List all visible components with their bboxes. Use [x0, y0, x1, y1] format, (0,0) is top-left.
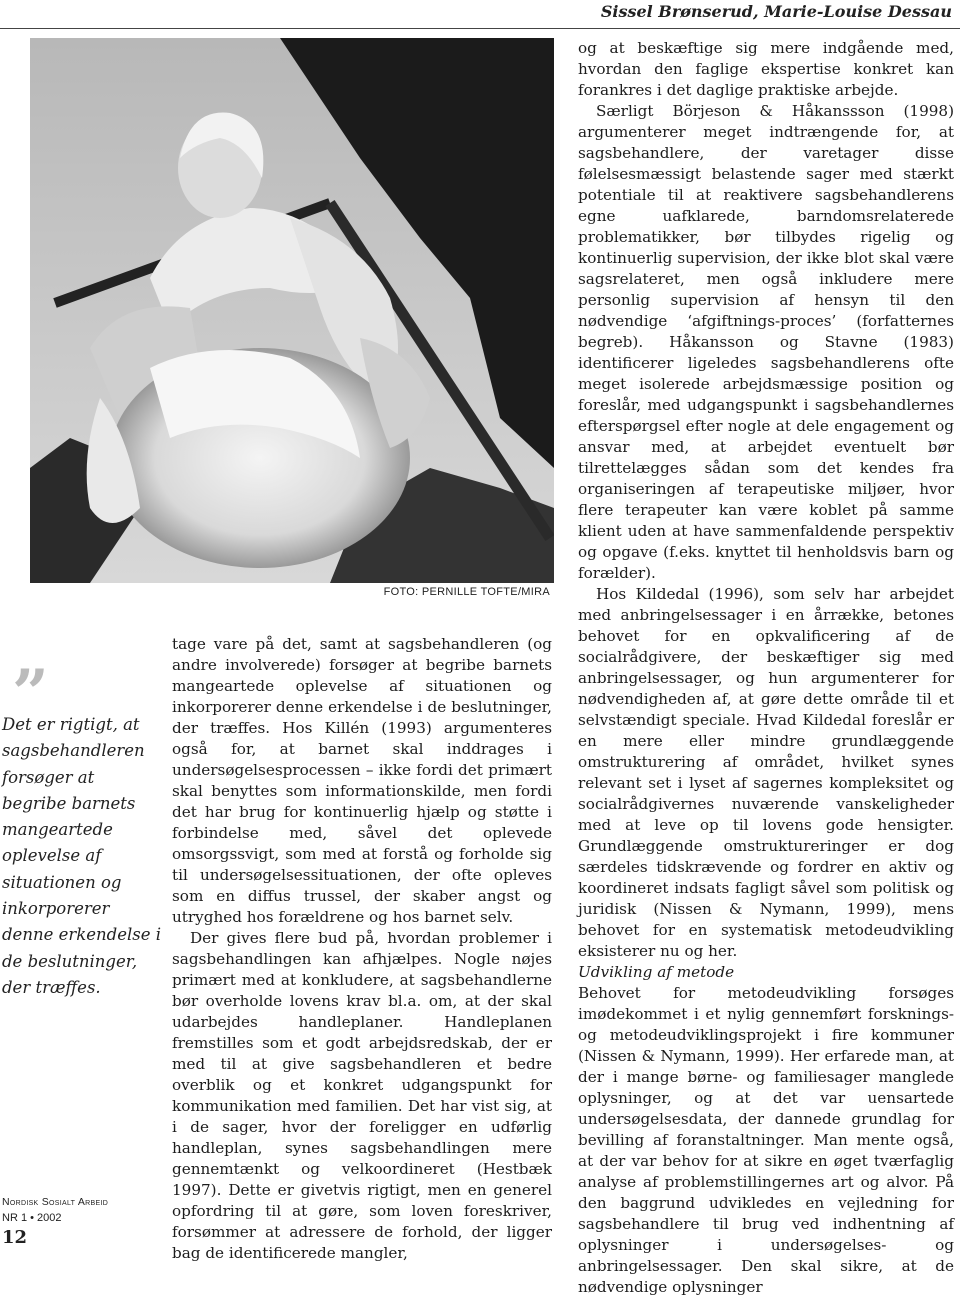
photo-credit: FOTO: PERNILLE TOFTE/MIRA: [383, 586, 550, 598]
header-rule: [0, 28, 960, 29]
journal-name: Nordisk Sosialt Arbeid: [2, 1196, 109, 1208]
page-number: 12: [2, 1227, 28, 1248]
photo-children-on-bar: [30, 38, 554, 583]
running-header-authors: Sissel Brønserud, Marie-Louise Dessau: [600, 2, 952, 21]
body-paragraph: Hos Kildedal (1996), som selv har arbejdet med anbringelsessager i en årrække, betones behovet for en opkvalificering af de socialrådgivere, der beskæftiger sig med anbringelsessager, og hun argumenterer for nødvendigheden af, at gøre dette område til et selvstændigt speciale. Hvad Kildedal foreslår er en mere eller mindre grundlæggende omstrukturering af området, hvilket synes relevant set i lyset af sagernes kompleksitet og socialrådgivernes nuværende vanskeligheder med at leve op til lovens gode hensigter. Grundlæggende omstruktureringer er dog særdeles tidskrævende og fordrer en aktiv og koordineret indsats fagligt såvel som politisk og juridisk (Nissen & Nymann, 1999), mens behovet for en systematisk metodeudvikling eksisterer nu og her.: [578, 585, 954, 960]
body-paragraph: Der gives flere bud på, hvordan problemer i sagsbehandlingen kan afhjælpes. Nogle nøjes primært med at konkludere, at sagsbehandlerne bør overholde lovens krav bl.a. om, at der skal udarbejdes handleplaner. Handleplanen fremstilles som et godt arbejdsredskab, der er med til at give sagsbehandleren et bedre overblik og et konkret udgangspunkt for kommunikation med familien. Det har vist sig, at i de sager, hvor der foreligger en udførlig handleplan, synes sagsbehandlingen mere gennemtænkt og velkoordineret (Hestbæk 1997). Dette er givetvis rigtigt, men en generel opfordring til at gøre, som loven foreskriver, forsømmer at adressere de forhold, der ligger bag de identificerede mangler,: [172, 929, 552, 1262]
section-subheading: Udvikling af metode: [578, 963, 735, 981]
body-paragraph: Behovet for metodeudvikling forsøges imødekommet i et nylig gennemført forsknings- og metodeudviklingsprojekt i fire kommuner (Nissen & Nymann, 1999). Her erfarede man, at der i mange børne- og familiesager manglede oplysninger, og at det var uensartede undersøgelsesdata, der dannede grundlag for bevilling af foranstaltninger. Man mente også, at der var behov for at sikre en øget tværfaglig analyse af problemstillingernes art og alvor. På den baggrund udvikledes en vejledning for sagsbehandlere til brug ved indhentning af oplysninger i undersøgelses- og anbringelsessager. Den skal sikre, at de nødvendige oplysninger: [578, 984, 954, 1296]
right-column: [578, 38, 954, 1298]
body-paragraph: tage vare på det, samt at sagsbehandleren (og andre involverede) forsøger at begribe barnets mangeartede oplevelse af situationen og inkorporerer denne erkendelse i de beslutninger, der træffes. Hos Killén (1993) argumenteres også for, at barnet skal inddrages i undersøgelsesprocessen – ikke fordi det primært skal benyttes som informationskilde, men fordi det har brug for kontinuerlig hjælp og støtte i forbindelse med, såvel det oplevede omsorgssvigt, som med at forstå og forholde sig til undersøgelsessituationen, der ofte opleves som en diffus trussel, der skaber angst og utryghed hos forældrene og hos barnet selv.: [172, 635, 552, 926]
photo-illustration: [30, 38, 554, 583]
pull-quote: Det er rigtigt, at sagsbehandleren forsøger at begribe barnets mangeartede oplevelse af situationen og inkorporerer denne erkendelse i de beslutninger, der træffes.: [2, 715, 161, 997]
journal-issue: NR 1 • 2002: [2, 1212, 62, 1224]
quote-mark-icon: ”: [12, 656, 49, 731]
body-paragraph: og at beskæftige sig mere indgående med, hvordan den faglige ekspertise konkret kan forankres i det daglige praktiske arbejde.: [578, 39, 954, 99]
body-paragraph: Særligt Börjeson & Håkanssson (1998) argumenterer meget indtrængende for, at sagsbehandlere, der varetager disse følelsesmæssigt belastende sager med stærkt potentiale til at reaktivere sagsbehandlerens egne uafklarede, barndomsrelaterede problematikker, bør tilbydes rigelig og kontinuerlig supervision, der ikke blot skal være sagsrelateret, men også inkludere mere personlig supervision af hensyn til den nødvendige ‘afgiftnings-proces’ (forfatternes begreb). Håkansson og Stavne (1983) identificerer ligeledes sagsbehandlerens ofte meget isolerede arbejdsmæssige position og foreslår, med udgangspunkt i sagsbehandlernes efterspørgsel efter nogle at dele engagement og ansvar med, at arbejdet eventuelt bør tilrettelægges sådan som det kendes fra organiseringen af terapeutiske miljøer, hvor flere terapeuter kan være koblet på samme klient uden at have sammenfaldende perspektiv og opgave (f.eks. knyttet til henholdsvis barn og forælder).: [578, 102, 954, 582]
middle-column: [172, 634, 552, 1264]
